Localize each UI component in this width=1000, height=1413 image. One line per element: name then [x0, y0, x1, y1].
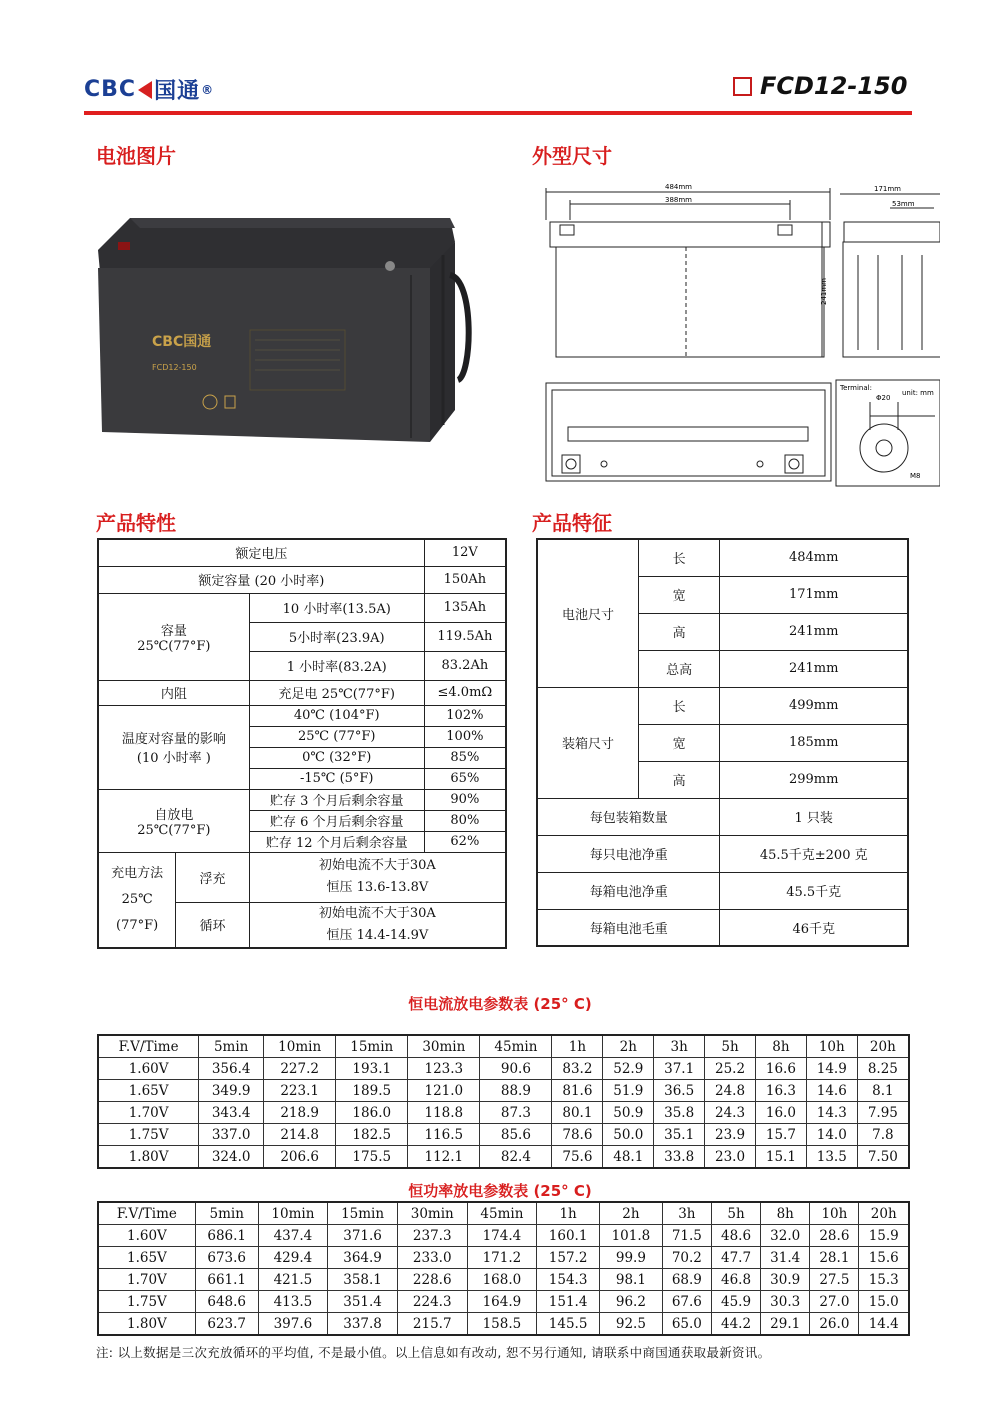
table-cell: 92.5 [600, 1313, 663, 1336]
section-features-title: 产品特性 [96, 511, 176, 535]
table-cell: 182.5 [336, 1124, 408, 1146]
characteristics-table [536, 538, 909, 947]
table-cell: 14.0 [806, 1124, 857, 1146]
table-cell: 157.2 [537, 1247, 600, 1269]
table-row [98, 1080, 909, 1102]
table-cell: 33.8 [654, 1146, 705, 1169]
table-row: 每包装箱数量 1 只装 [537, 798, 908, 835]
table-row: 温度对容量的影响 (10 小时率 ) 40℃ (104°F) 102% [98, 705, 506, 726]
table-row: 5小时率(23.9A) 119.5Ah [98, 622, 506, 651]
table-cell: 224.3 [397, 1291, 467, 1313]
table-cell: 337.8 [328, 1313, 398, 1336]
table-cell: 324.0 [199, 1146, 264, 1169]
table-cell: 661.1 [195, 1269, 258, 1291]
table-cell: 90.6 [480, 1058, 552, 1080]
table-cell: 337.0 [199, 1124, 264, 1146]
table-row: 电池尺寸 长 484mm [537, 539, 908, 576]
table-cell: 1.75V [98, 1291, 195, 1313]
table-cell: 83.2 [552, 1058, 603, 1080]
table-cell: 71.5 [662, 1225, 711, 1247]
table-cell: 154.3 [537, 1269, 600, 1291]
table-cell: 87.3 [480, 1102, 552, 1124]
table-row: 额定容量 (20 小时率) 150Ah [98, 566, 506, 593]
table-cell: 413.5 [258, 1291, 328, 1313]
table-cell: 48.6 [711, 1225, 760, 1247]
table-cell: 35.8 [654, 1102, 705, 1124]
table-cell: 65.0 [662, 1313, 711, 1336]
table-cell: 28.1 [810, 1247, 859, 1269]
table-row [98, 1102, 909, 1124]
table-row: 每箱电池净重 45.5千克 [537, 872, 908, 909]
table-row: 内阻 充足电 25℃(77°F) ≤4.0mΩ [98, 680, 506, 705]
table-row: 自放电 25℃(77°F) 贮存 3 个月后剩余容量 90% [98, 789, 506, 810]
column-header: 10h [806, 1035, 857, 1058]
column-header: 8h [761, 1202, 810, 1225]
column-header: 20h [857, 1035, 909, 1058]
table-cell: 112.1 [408, 1146, 480, 1169]
table-cell: 1.65V [98, 1247, 195, 1269]
model-number [733, 72, 907, 100]
table-cell: 25.2 [705, 1058, 756, 1080]
table-cell: 85.6 [480, 1124, 552, 1146]
table-cell: 98.1 [600, 1269, 663, 1291]
table-row [98, 1225, 909, 1247]
bolt-size: M8 [910, 472, 921, 480]
table-cell: 15.1 [755, 1146, 806, 1169]
table-row: 1 小时率(83.2A) 83.2Ah [98, 651, 506, 680]
table-cell: 1.80V [98, 1146, 199, 1169]
table-cell: 218.9 [264, 1102, 336, 1124]
table-cell: 228.6 [397, 1269, 467, 1291]
table-cell: 193.1 [336, 1058, 408, 1080]
table-row: 总高 241mm [537, 650, 908, 687]
table-row: 0℃ (32°F) 85% [98, 747, 506, 768]
table-cell: 82.4 [480, 1146, 552, 1169]
table-cell: 37.1 [654, 1058, 705, 1080]
table-cell: 227.2 [264, 1058, 336, 1080]
table-cell: 96.2 [600, 1291, 663, 1313]
table-cell: 16.3 [755, 1080, 806, 1102]
table-cell: 168.0 [467, 1269, 537, 1291]
table-cell: 15.0 [859, 1291, 909, 1313]
table-cell: 23.0 [705, 1146, 756, 1169]
table-cell: 116.5 [408, 1124, 480, 1146]
table-cell: 32.0 [761, 1225, 810, 1247]
column-header: 5min [195, 1202, 258, 1225]
table-cell: 13.5 [806, 1146, 857, 1169]
table-row: 装箱尺寸 长 499mm [537, 687, 908, 724]
table-cell: 81.6 [552, 1080, 603, 1102]
features-table [97, 538, 507, 949]
table-cell: 7.8 [857, 1124, 909, 1146]
table-cell: 397.6 [258, 1313, 328, 1336]
column-header: 30min [397, 1202, 467, 1225]
table-cell: 118.8 [408, 1102, 480, 1124]
table-row [98, 1269, 909, 1291]
table-cell: 158.5 [467, 1313, 537, 1336]
table-cell: 429.4 [258, 1247, 328, 1269]
column-header: 45min [480, 1035, 552, 1058]
dim-terminal-spacing: 53mm [892, 200, 915, 208]
column-header: 1h [537, 1202, 600, 1225]
section-characteristics-title: 产品特征 [532, 511, 612, 535]
table-cell: 7.95 [857, 1102, 909, 1124]
logo-flag-icon [138, 81, 152, 99]
table-cell: 50.9 [603, 1102, 654, 1124]
table-row: 充电方法 25℃ (77°F) 浮充 初始电流不大于30A 恒压 13.6-13.8V [98, 852, 506, 902]
table-cell: 15.3 [859, 1269, 909, 1291]
table-cell: 36.5 [654, 1080, 705, 1102]
table-cell: 121.0 [408, 1080, 480, 1102]
dim-inner-length: 388mm [665, 196, 692, 204]
table-cell: 145.5 [537, 1313, 600, 1336]
table-cell: 52.9 [603, 1058, 654, 1080]
column-header: 15min [336, 1035, 408, 1058]
table-row: 贮存 6 个月后剩余容量 80% [98, 810, 506, 831]
table-cell: 174.4 [467, 1225, 537, 1247]
table-cell: 356.4 [199, 1058, 264, 1080]
table-cell: 1.75V [98, 1124, 199, 1146]
brand-logo [84, 74, 214, 105]
table-cell: 44.2 [711, 1313, 760, 1336]
table-cell: 1.70V [98, 1269, 195, 1291]
column-header: F.V/Time [98, 1202, 195, 1225]
column-header: 1h [552, 1035, 603, 1058]
table-cell: 46.8 [711, 1269, 760, 1291]
table-cell: 35.1 [654, 1124, 705, 1146]
table-cell: 437.4 [258, 1225, 328, 1247]
table-cell: 24.3 [705, 1102, 756, 1124]
table-row [98, 1247, 909, 1269]
section-photo-title: 电池图片 [96, 144, 176, 168]
table-header-row [98, 1202, 909, 1225]
table-row: 25℃ (77°F) 100% [98, 726, 506, 747]
battery-photo [60, 180, 505, 480]
logo-registered: ® [201, 82, 215, 97]
table-cell: 67.6 [662, 1291, 711, 1313]
table-cell: 351.4 [328, 1291, 398, 1313]
table-cell: 70.2 [662, 1247, 711, 1269]
terminal-label: Terminal: [840, 384, 872, 392]
table-cell: 31.4 [761, 1247, 810, 1269]
table-cell: 75.6 [552, 1146, 603, 1169]
table-cell: 1.60V [98, 1058, 199, 1080]
table-cell: 26.0 [810, 1313, 859, 1336]
dim-height: 241mm [820, 278, 828, 305]
table-row: 宽 171mm [537, 576, 908, 613]
column-header: 10h [810, 1202, 859, 1225]
column-header: 3h [654, 1035, 705, 1058]
column-header: 20h [859, 1202, 909, 1225]
dim-length: 484mm [665, 183, 692, 191]
photo-label-brand: CBC国通 [152, 334, 212, 350]
table-cell: 27.0 [810, 1291, 859, 1313]
table-cell: 673.6 [195, 1247, 258, 1269]
table-cell: 30.3 [761, 1291, 810, 1313]
table-cell: 7.50 [857, 1146, 909, 1169]
table-row: 额定电压 12V [98, 539, 506, 566]
table-row: 高 299mm [537, 761, 908, 798]
table-cell: 45.9 [711, 1291, 760, 1313]
table-cell: 123.3 [408, 1058, 480, 1080]
table-row [98, 1146, 909, 1169]
table-cell: 14.4 [859, 1313, 909, 1336]
table-row [98, 1291, 909, 1313]
table-cell: 358.1 [328, 1269, 398, 1291]
column-header: 3h [662, 1202, 711, 1225]
table-cell: 648.6 [195, 1291, 258, 1313]
table-cell: 233.0 [397, 1247, 467, 1269]
column-header: 45min [467, 1202, 537, 1225]
table-cell: 8.1 [857, 1080, 909, 1102]
table-row: 每只电池净重 45.5千克±200 克 [537, 835, 908, 872]
table-cell: 80.1 [552, 1102, 603, 1124]
table-cell: 364.9 [328, 1247, 398, 1269]
unit-label: unit: mm [902, 389, 934, 397]
table-cell: 686.1 [195, 1225, 258, 1247]
cp-table-title: 恒功率放电参数表 (25° C) [408, 1182, 592, 1200]
table-row: 每箱电池毛重 46千克 [537, 909, 908, 946]
table-cell: 160.1 [537, 1225, 600, 1247]
table-cell: 171.2 [467, 1247, 537, 1269]
section-dimensions-title: 外型尺寸 [532, 144, 612, 168]
table-cell: 99.9 [600, 1247, 663, 1269]
table-row [98, 1313, 909, 1336]
table-cell: 215.7 [397, 1313, 467, 1336]
column-header: 8h [755, 1035, 806, 1058]
table-cell: 88.9 [480, 1080, 552, 1102]
table-cell: 16.6 [755, 1058, 806, 1080]
table-cell: 421.5 [258, 1269, 328, 1291]
table-cell: 48.1 [603, 1146, 654, 1169]
table-cell: 68.9 [662, 1269, 711, 1291]
table-cell: 50.0 [603, 1124, 654, 1146]
table-cell: 164.9 [467, 1291, 537, 1313]
table-cell: 206.6 [264, 1146, 336, 1169]
table-row: -15℃ (5°F) 65% [98, 768, 506, 789]
table-header-row [98, 1035, 909, 1058]
column-header: 2h [603, 1035, 654, 1058]
column-header: 10min [258, 1202, 328, 1225]
table-cell: 343.4 [199, 1102, 264, 1124]
table-cell: 14.6 [806, 1080, 857, 1102]
table-cell: 349.9 [199, 1080, 264, 1102]
cp-discharge-table [97, 1201, 910, 1336]
photo-label-model: FCD12-150 [152, 363, 197, 372]
table-cell: 15.7 [755, 1124, 806, 1146]
table-row [98, 1124, 909, 1146]
table-row: 循环 初始电流不大于30A 恒压 14.4-14.9V [98, 902, 506, 948]
table-row: 容量 25℃(77°F) 10 小时率(13.5A) 135Ah [98, 593, 506, 622]
table-cell: 24.8 [705, 1080, 756, 1102]
table-cell: 15.6 [859, 1247, 909, 1269]
table-row: 贮存 12 个月后剩余容量 62% [98, 831, 506, 852]
table-cell: 14.9 [806, 1058, 857, 1080]
table-cell: 175.5 [336, 1146, 408, 1169]
column-header: 5min [199, 1035, 264, 1058]
table-cell: 1.80V [98, 1313, 195, 1336]
table-cell: 214.8 [264, 1124, 336, 1146]
table-cell: 237.3 [397, 1225, 467, 1247]
column-header: 2h [600, 1202, 663, 1225]
checkbox-icon [733, 77, 752, 96]
column-header: 10min [264, 1035, 336, 1058]
table-row: 高 241mm [537, 613, 908, 650]
table-row [98, 1058, 909, 1080]
cc-discharge-table [97, 1034, 910, 1169]
table-row: 宽 185mm [537, 724, 908, 761]
table-cell: 14.3 [806, 1102, 857, 1124]
header-divider [84, 111, 912, 115]
table-cell: 51.9 [603, 1080, 654, 1102]
table-cell: 15.9 [859, 1225, 909, 1247]
terminal-diameter: Φ20 [876, 394, 891, 402]
table-cell: 30.9 [761, 1269, 810, 1291]
table-cell: 47.7 [711, 1247, 760, 1269]
table-cell: 27.5 [810, 1269, 859, 1291]
table-cell: 151.4 [537, 1291, 600, 1313]
table-cell: 223.1 [264, 1080, 336, 1102]
table-cell: 1.65V [98, 1080, 199, 1102]
dim-width: 171mm [874, 185, 901, 193]
column-header: 5h [711, 1202, 760, 1225]
column-header: 5h [705, 1035, 756, 1058]
table-cell: 16.0 [755, 1102, 806, 1124]
model-text: FCD12-150 [760, 72, 908, 100]
footnote: 注: 以上数据是三次充放循环的平均值, 不是最小值。以上信息如有改动, 恕不另行通知, 请联系中商国通获取最新资讯。 [96, 1345, 771, 1360]
column-header: 30min [408, 1035, 480, 1058]
table-cell: 189.5 [336, 1080, 408, 1102]
logo-text: CBC [84, 77, 137, 102]
table-cell: 186.0 [336, 1102, 408, 1124]
column-header: 15min [328, 1202, 398, 1225]
table-cell: 1.60V [98, 1225, 195, 1247]
table-cell: 28.6 [810, 1225, 859, 1247]
table-cell: 371.6 [328, 1225, 398, 1247]
cc-table-title: 恒电流放电参数表 (25° C) [408, 995, 592, 1013]
table-cell: 8.25 [857, 1058, 909, 1080]
dimension-drawing [540, 180, 940, 490]
table-cell: 1.70V [98, 1102, 199, 1124]
table-cell: 23.9 [705, 1124, 756, 1146]
column-header: F.V/Time [98, 1035, 199, 1058]
table-cell: 623.7 [195, 1313, 258, 1336]
table-cell: 29.1 [761, 1313, 810, 1336]
table-cell: 101.8 [600, 1225, 663, 1247]
table-cell: 78.6 [552, 1124, 603, 1146]
logo-cn: 国通 [154, 79, 201, 104]
